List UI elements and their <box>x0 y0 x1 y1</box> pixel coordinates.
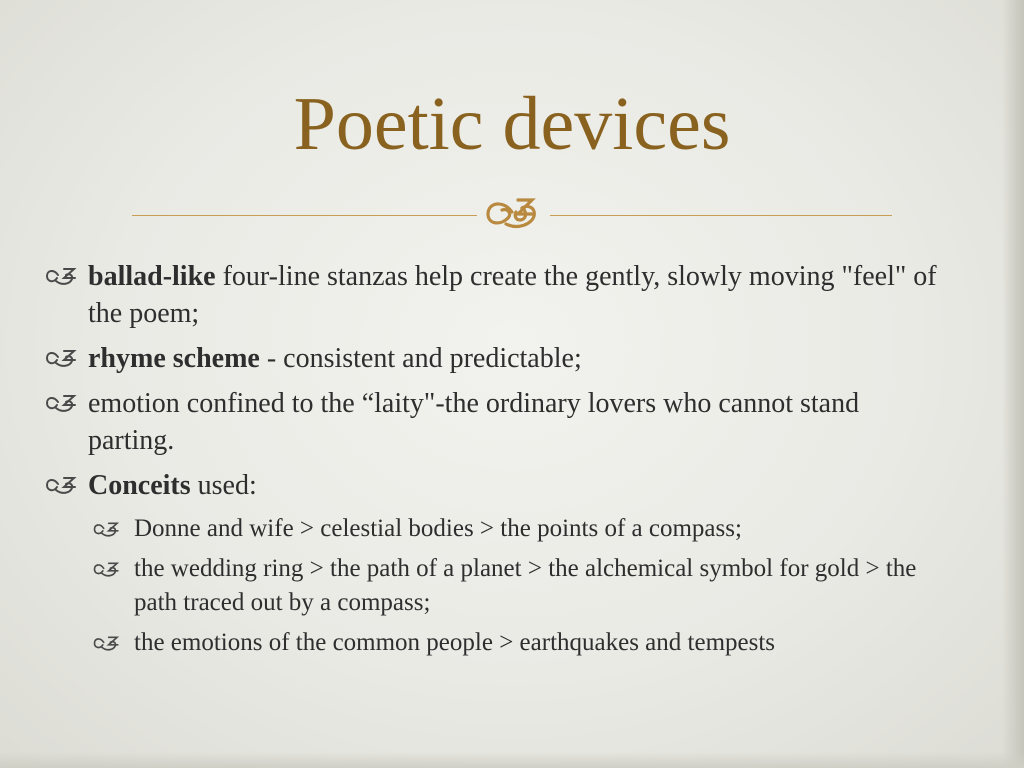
scroll-flourish-icon <box>92 520 122 540</box>
item-text: - consistent and predictable; <box>259 343 582 374</box>
slide-title: Poetic devices <box>293 82 731 166</box>
sub-item-text: the wedding ring > the path of a planet > the alchemical symbol for gold > the path traced out by a compass; <box>134 555 917 616</box>
scroll-flourish-icon <box>92 560 122 580</box>
sub-item-text: the emotions of the common people > earthquakes and tempests <box>134 629 776 656</box>
item-bold-term: rhyme scheme <box>88 343 260 374</box>
divider-line-left <box>132 215 477 216</box>
scroll-flourish-icon <box>44 393 80 415</box>
scroll-flourish-icon <box>92 634 122 654</box>
list-item <box>44 340 944 377</box>
scroll-flourish-icon <box>44 475 80 497</box>
scroll-flourish-icon <box>44 266 80 288</box>
title-divider <box>132 194 892 234</box>
item-text: four-line stanzas help create the gently, slowly moving "feel" of the poem; <box>88 261 937 329</box>
sub-item-text: Donne and wife > celestial bodies > the points of a compass; <box>134 515 742 542</box>
sub-list-item <box>88 552 944 620</box>
item-bold-term: Conceits <box>88 470 191 501</box>
item-bold-term: ballad-like <box>88 261 216 292</box>
scroll-flourish-icon <box>44 348 80 370</box>
list-item <box>44 385 944 459</box>
list-item <box>44 258 944 332</box>
list-item <box>44 467 944 504</box>
divider-line-right <box>550 215 892 216</box>
sub-list-item <box>88 512 944 546</box>
sub-list-item <box>88 626 944 660</box>
item-text: emotion confined to the “laity"-the ordinary lovers who cannot stand parting. <box>88 388 860 456</box>
bullet-list <box>44 258 944 666</box>
item-text: used: <box>190 470 257 501</box>
page-edge-shadow-bottom <box>0 752 1024 768</box>
flourish-ornament-icon <box>478 194 548 234</box>
